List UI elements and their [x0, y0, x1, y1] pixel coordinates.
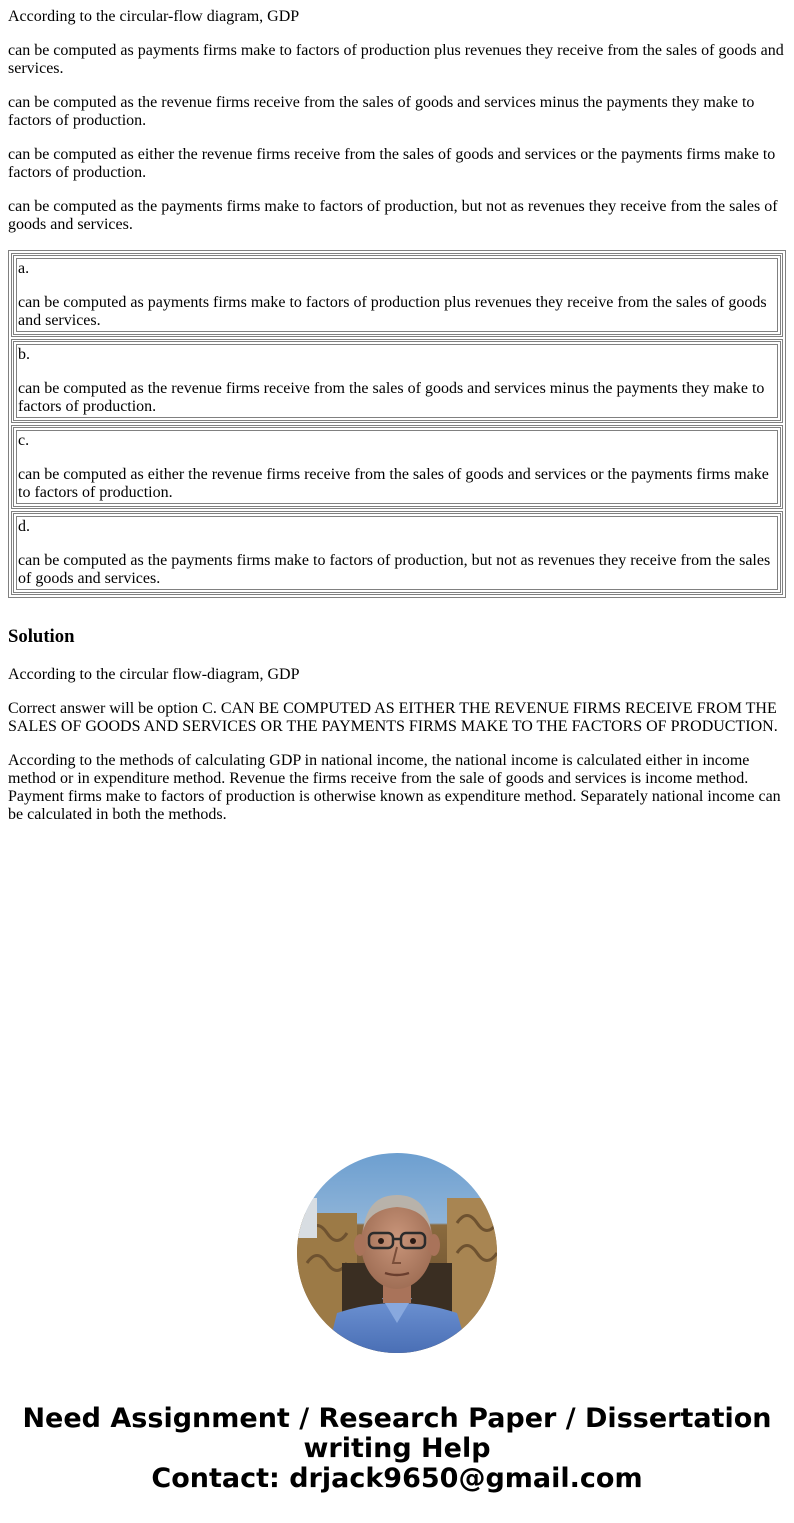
promo-line-1: Need Assignment / Research Paper / Dissertation	[22, 1403, 772, 1434]
option-letter: d.	[18, 518, 30, 535]
option-text: can be computed as either the revenue firms receive from the sales of goods and services or the payments firms make to factors of production.	[18, 466, 769, 501]
option-text: can be computed as the revenue firms receive from the sales of goods and services minus the payments they make to factors of production.	[18, 380, 765, 415]
person-portrait-icon	[297, 1153, 497, 1353]
option-letter: a.	[18, 260, 30, 277]
promo-contact: Contact: drjack9650@gmail.com	[151, 1463, 643, 1494]
question-statement-3: can be computed as either the revenue firms receive from the sales of goods and services or the payments firms make to factors of production.	[8, 146, 776, 181]
question-title: According to the circular-flow diagram, GDP	[8, 8, 300, 25]
option-row-a[interactable]	[11, 253, 783, 337]
option-row-d[interactable]	[11, 511, 783, 595]
solution-answer: Correct answer will be option C. CAN BE COMPUTED AS EITHER THE REVENUE FIRMS RECEIVE FROM THE SALES OF GOODS AND SERVICES OR THE PAYMENTS FIRMS MAKE TO THE FACTORS OF PRODUCTION.	[8, 700, 778, 735]
question-statement-2: can be computed as the revenue firms receive from the sales of goods and services minus the payments they make to factors of production.	[8, 94, 755, 129]
author-avatar	[297, 1153, 497, 1353]
option-letter: c.	[18, 432, 30, 449]
promo-line-2: writing Help	[303, 1433, 491, 1464]
option-row-b[interactable]	[11, 339, 783, 423]
solution-heading: Solution	[8, 626, 75, 647]
promo-banner	[0, 1404, 794, 1494]
question-statement-1: can be computed as payments firms make to factors of production plus revenues they receive from the sales of goods and services.	[8, 42, 784, 77]
option-text: can be computed as the payments firms make to factors of production, but not as revenues they receive from the sales of goods and services.	[18, 552, 771, 587]
solution-intro: According to the circular flow-diagram, GDP	[8, 666, 300, 683]
option-text: can be computed as payments firms make to factors of production plus revenues they receive from the sales of goods and services.	[18, 294, 767, 329]
options-table	[8, 250, 786, 598]
solution-explanation: According to the methods of calculating GDP in national income, the national income is calculated either in income method or in expenditure method. Revenue the firms receive from the sale of goods and services is income method. Payment firms make to factors of production is otherwise known as expenditure method. Separately national income can be calculated in both the methods.	[8, 752, 781, 823]
question-statement-4: can be computed as the payments firms make to factors of production, but not as revenues they receive from the sales of goods and services.	[8, 198, 778, 233]
option-letter: b.	[18, 346, 30, 363]
option-row-c[interactable]	[11, 425, 783, 509]
